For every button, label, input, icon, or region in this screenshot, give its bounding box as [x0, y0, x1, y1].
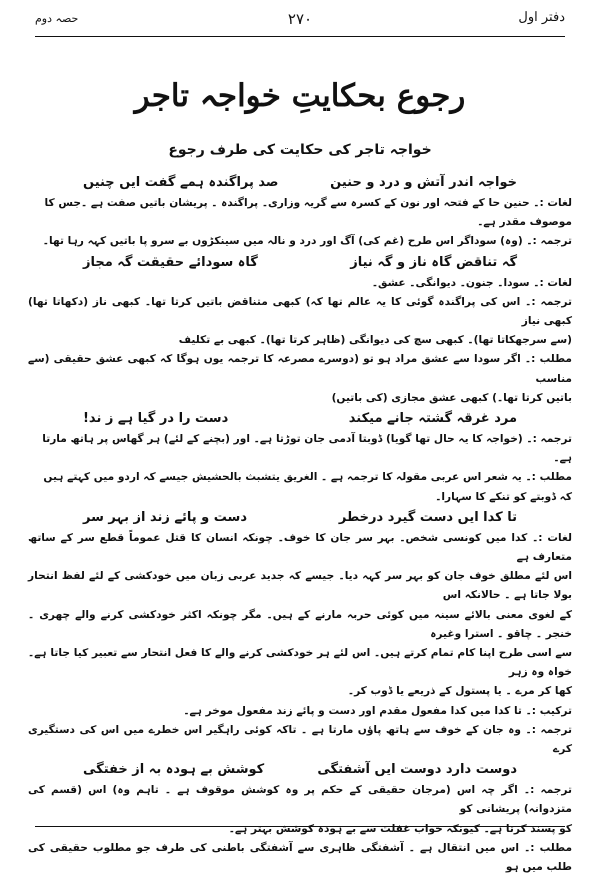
chapter-title: رجوع بحکایتِ خواجہ تاجر [134, 78, 466, 114]
verse-first-hemistich: دوست دارد دوست ایں آشفتگی [317, 762, 517, 778]
header-rule [35, 36, 565, 37]
prose-line: موصوف مقدر ہے۔ [477, 216, 572, 229]
prose-line: کے لغوی معنی بالائے سینہ میں کوئی حربہ مارنے کے ہیں۔ مگر چونکہ اکثر خودکشی کرنے والے چھری ۔ خنجر ۔ چاقو ۔ استرا وغیرہ [28, 608, 572, 640]
verse-first-hemistich: گہ تناقض گاہ ناز و گہ نیاز [350, 254, 517, 270]
prose-line: ترجمہ :۔ (وہ) سوداگر اس طرح (غم کی) آگ اور درد و نالہ میں سینکڑوں بے سرو پا باتیں کہہ رہا تھا۔ [42, 235, 572, 248]
chapter-subtitle: خواجہ تاجر کی حکایت کی طرف رجوع [168, 142, 432, 158]
prose-line: سے اسی طرح اپنا کام تمام کرتے ہیں۔ اس لئے ہر خودکشی کرنے والے کا فعل انتحار سے تعبیر کیا جاتا ہے۔ خواہ وہ زہر [28, 647, 572, 679]
prose-line: ترجمہ :۔ وہ جان کے خوف سے ہاتھ پاؤں مارتا ہے ۔ تاکہ کوئی راہگیر اس خطرے میں اس کی دستگیری کرے [28, 723, 572, 756]
prose-line: کو پسند کرتا ہے۔ کیونکہ خواب غفلت سے بے ہودہ کوشش بہتر ہے۔ [228, 822, 572, 835]
footer-rule [35, 826, 565, 827]
verse-first-hemistich: خواجہ اندر آتش و درد و حنین [330, 175, 517, 190]
page-body [28, 172, 572, 877]
prose-line: ترجمہ :۔ اگر چہ اس (مرجان حقیقی کے حکم پر وہ کوشش موقوف ہے ۔ تاہم وہ) اس (قسم کی متزدوانہ) پریشانی کو [28, 784, 572, 816]
verse-second-hemistich: صد پراگندہ ہمے گفت ایں چنیں [83, 175, 279, 190]
prose-line: ترجمہ :۔ اس کی پراگندہ گوئی کا یہ عالم تھا کہ) کبھی متناقض باتیں کرتا تھا۔ کبھی ناز (دکھاتا تھا) کبھی نیاز [28, 295, 572, 328]
verse-second-hemistich: دست و پائے زند از بہر سر [83, 509, 247, 525]
prose-line: مطلب :۔ یہ شعر اس عربی مقولہ کا ترجمہ ہے ۔ الغریق یتشبث بالحشیش جیسے کہ اردو میں کہتے ہیں [43, 471, 572, 484]
prose-line: مطلب :۔ اس میں انتقال ہے ۔ آشفتگی ظاہری سے آشفتگی باطنی کی طرف جو مطلوب حقیقی کی طلب میں ہو [28, 841, 572, 874]
verse-second-hemistich: گاہ سودائے حقیقت گہ مجاز [83, 254, 258, 270]
verse-couplet [28, 172, 572, 194]
prose-line: لغات :۔ کدا میں کونسی شخص۔ بہر سر جان کا خوف۔ چونکہ انسان کا قتل عموماً قطع سر کے ساتھ متعارف ہے [28, 531, 572, 564]
verse-second-hemistich: کوشش بے ہودہ بہ از خفتگی [83, 762, 265, 778]
prose-line: لغات :۔ سودا۔ جنون۔ دیوانگی۔ عشق۔ [371, 276, 572, 289]
verse-first-hemistich: تا کدا ایں دست گیرد درخطر [338, 509, 517, 525]
page-header [35, 10, 565, 32]
prose-line: (سے سرجھکاتا تھا)۔ کبھی سچ کی دیوانگی (ظاہر کرتا تھا)۔ کبھی بے تکلیف [178, 334, 572, 347]
volume-label: دفتر اول [518, 10, 565, 25]
verse-second-hemistich: دست را در گیا ہے ز ند! [83, 411, 229, 427]
page-number: ۲۷۰ [287, 10, 313, 28]
prose-line: کہ ڈوبتے کو تنکے کا سہارا۔ [435, 490, 572, 503]
prose-line: مطلب :۔ اگر سودا سے عشق مراد ہو تو (دوسرے مصرعہ کا ترجمہ یوں ہوگا کہ کبھی عشق حقیقی (سے مناسب [28, 353, 572, 385]
verse-first-hemistich: مرد غرقہ گشتہ جانے میکند [348, 411, 517, 427]
prose-line: ترجمہ :۔ (خواجہ کا یہ حال تھا گویا) ڈوبتا آدمی جان توڑتا ہے۔ اور (بچنے کے لئے) ہر گھاس پر ہاتھ مارتا [42, 433, 572, 446]
prose-line: لغات :۔ حنین حا کے فتحہ اور نون کے کسرہ سے گریہ وزاری۔ پراگندہ ۔ پریشان باتیں صفت ہے ۔جس کا [44, 197, 572, 209]
part-label: حصہ دوم [35, 12, 79, 25]
verse-couplet [28, 252, 572, 274]
verse-couplet [28, 408, 572, 430]
verse-couplet [28, 759, 572, 781]
prose-line: اس لئے مطلق خوف جان کو بہر سر کہہ دیا۔ جیسے کہ جدید عربی زبان میں خودکشی کے لئے لفظ انتحار بولا جاتا ہے ۔ حالانکہ اس [28, 570, 572, 602]
prose-line: ترکیب :۔ تا کدا میں کدا مفعول مقدم اور دست و پائے زند مفعول موخر ہے۔ [183, 704, 572, 717]
prose-line: باتیں کرتا تھا۔) کبھی عشق مجازی (کی باتیں) [331, 391, 572, 404]
verse-couplet [28, 507, 572, 529]
prose-line: ہے۔ [553, 452, 572, 465]
prose-line: کھا کر مرے ۔ یا پستول کے ذریعے یا ڈوب کر۔ [347, 685, 572, 698]
